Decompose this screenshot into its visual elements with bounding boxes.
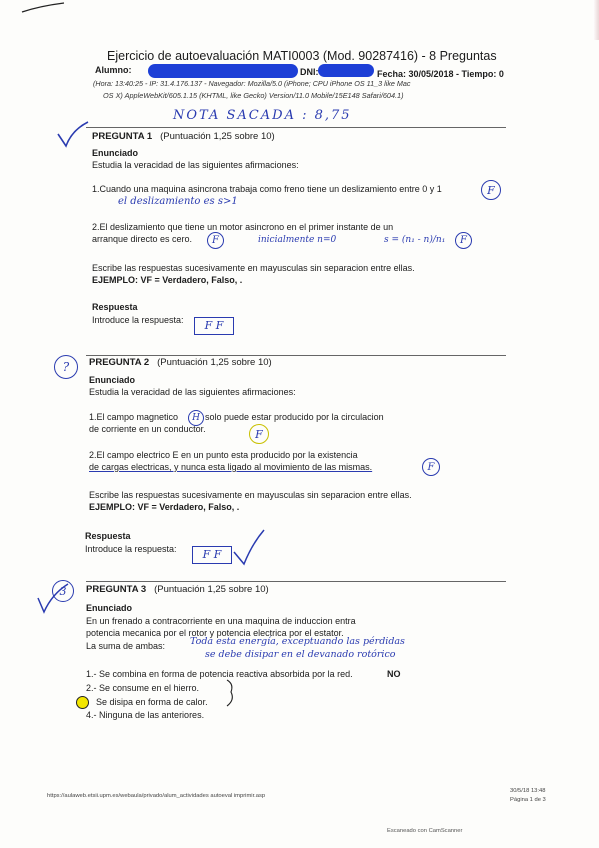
- q1-statement-2b: arranque directo es cero.: [92, 234, 193, 244]
- answer-H-mark-text: H: [192, 413, 200, 423]
- answer-F-mark: [481, 180, 501, 200]
- checkmark-icon: [232, 528, 268, 568]
- q1-handwritten-note-2b: s = (n₁ - n)/n₁: [384, 235, 446, 245]
- q3-line-3: La suma de ambas:: [86, 641, 166, 651]
- alumno-label: Alumno:: [95, 65, 132, 75]
- question-mark-circle: [54, 355, 78, 379]
- q2-answer-text: F F: [202, 548, 222, 561]
- q1-answer-text: F F: [204, 319, 224, 332]
- q2-enunciado-label: Enunciado: [89, 375, 136, 385]
- q2-example: EJEMPLO: VF = Verdadero, Falso, .: [89, 502, 240, 512]
- pen-stroke-decoration: [18, 0, 68, 16]
- q3-option-2: 2.- Se consume en el hierro.: [86, 683, 200, 693]
- checkmark-icon: [54, 120, 90, 150]
- fecha-tiempo: Fecha: 30/05/2018 - Tiempo: 0: [377, 69, 504, 79]
- answer-F-mark: [422, 458, 440, 476]
- q1-instructions: Escribe las respuestas sucesivamente en mayusculas sin separacion entre ellas.: [92, 263, 415, 273]
- checkmark-icon: [34, 582, 70, 614]
- footer-url: https://aulaweb.etsii.upm.es/webaula/privado/alum_actividades autoeval imprimir.asp: [47, 793, 266, 799]
- redacted-name: [148, 64, 298, 78]
- q3-separator: [86, 581, 506, 582]
- q2-statement-2a: 2.El campo electrico E en un punto esta producido por la existencia: [89, 450, 358, 460]
- q2-answer-box[interactable]: [192, 546, 232, 564]
- answer-F-mark: [455, 232, 472, 249]
- answer-F-mark-text: F: [212, 235, 219, 246]
- document-title: Ejercicio de autoevaluación MATI0003 (Mod. 90287416) - 8 Preguntas: [107, 49, 497, 63]
- q1-intro: Estudia la veracidad de las siguientes afirmaciones:: [92, 160, 299, 170]
- q3-handwritten-note-b: se debe disipar en el devanado rotórico: [205, 649, 396, 660]
- q3-line-2: potencia mecanica por el rotor y potencia electrica por el estator.: [86, 628, 344, 638]
- q1-enunciado-label: Enunciado: [92, 148, 139, 158]
- q2-statement-2b: de cargas electricas, y nunca esta ligado al movimiento de las mismas.: [89, 462, 373, 472]
- q1-example: EJEMPLO: VF = Verdadero, Falso, .: [92, 275, 243, 285]
- q1-statement-2a: 2.El deslizamiento que tiene un motor asincrono en el primer instante de un: [92, 222, 394, 232]
- q2-statement-1a: 1.El campo magnetico: [89, 412, 179, 422]
- q3-heading: [86, 584, 269, 595]
- answer-F-mark-text: F: [460, 235, 467, 246]
- q3-option-1: 1.- Se combina en forma de potencia reactiva absorbida por la red.: [86, 669, 353, 679]
- q2-heading: [89, 357, 272, 368]
- q1-points: (Puntuación 1,25 sobre 10): [160, 131, 275, 142]
- redacted-dni: [318, 64, 374, 77]
- q1-separator: [86, 127, 506, 128]
- hora-line-2: OS X) AppleWebKit/605.1.15 (KHTML, like Gecko) Version/11.0 Mobile/15E148 Safari/604.1): [103, 91, 404, 100]
- footer-date: 30/5/18 13:48: [510, 788, 546, 794]
- q2-introduce-label: Introduce la respuesta:: [85, 544, 177, 554]
- q3-option-3-marker: [76, 696, 89, 709]
- q3-points: (Puntuación 1,25 sobre 10): [154, 584, 269, 595]
- q2-intro: Estudia la veracidad de las siguientes afirmaciones:: [89, 387, 296, 397]
- q3-enunciado-label: Enunciado: [86, 603, 133, 613]
- q1-respuesta-label: Respuesta: [92, 302, 138, 312]
- q1-introduce-label: Introduce la respuesta:: [92, 315, 184, 325]
- page-edge-shadow: [593, 0, 599, 40]
- q2-points: (Puntuación 1,25 sobre 10): [157, 357, 272, 368]
- q3-option-3: Se disipa en forma de calor.: [96, 697, 208, 707]
- answer-F-mark: [249, 424, 269, 444]
- q3-option-1-no-mark: NO: [387, 669, 401, 679]
- answer-F-mark: [207, 232, 224, 249]
- q1-heading: [92, 131, 275, 142]
- q2-statement-1b: solo puede estar producido por la circulacion: [205, 412, 384, 422]
- q2-instructions: Escribe las respuestas sucesivamente en mayusculas sin separacion entre ellas.: [89, 490, 412, 500]
- answer-F-mark-text: F: [255, 427, 263, 441]
- answer-F-mark-text: F: [427, 461, 435, 473]
- q2-respuesta-label: Respuesta: [85, 531, 131, 541]
- scanner-watermark: Escaneado con CamScanner: [387, 828, 463, 834]
- q2-statement-1c: de corriente en un conductor.: [89, 424, 206, 434]
- bracket-mark: [226, 678, 236, 708]
- question-mark-text: ?: [62, 360, 70, 374]
- q1-handwritten-note-2a: inicialmente n=0: [258, 235, 337, 245]
- dni-label: DNI:: [300, 67, 319, 77]
- q2-title: PREGUNTA 2: [89, 357, 150, 368]
- footer-page: Página 1 de 3: [510, 797, 546, 803]
- answer-F-mark-text: F: [487, 183, 495, 197]
- q1-answer-box[interactable]: [194, 317, 234, 335]
- hora-line-1: (Hora: 13:40:25 - IP: 31.4.176.137 - Navegador: Mozilla/5.0 (iPhone; CPU iPhone OS 11_3 like Mac: [93, 79, 411, 88]
- q1-statement-1: 1.Cuando una maquina asincrona trabaja como freno tiene un deslizamiento entre 0 y 1: [92, 184, 442, 194]
- crossed-circle-text: 3: [59, 584, 67, 598]
- q3-line-1: En un frenado a contracorriente en una maquina de induccion entra: [86, 616, 356, 626]
- q3-handwritten-note-a: Toda esta energía, exceptuando las pérdidas: [190, 636, 405, 647]
- q3-option-4: 4.- Ninguna de las anteriores.: [86, 710, 205, 720]
- q1-handwritten-note-1: el deslizamiento es s>1: [118, 196, 238, 207]
- q1-title: PREGUNTA 1: [92, 131, 153, 142]
- q3-title: PREGUNTA 3: [86, 584, 147, 595]
- nota-sacada-handwritten: NOTA SACADA : 8,75: [173, 108, 352, 123]
- q2-separator: [86, 355, 506, 356]
